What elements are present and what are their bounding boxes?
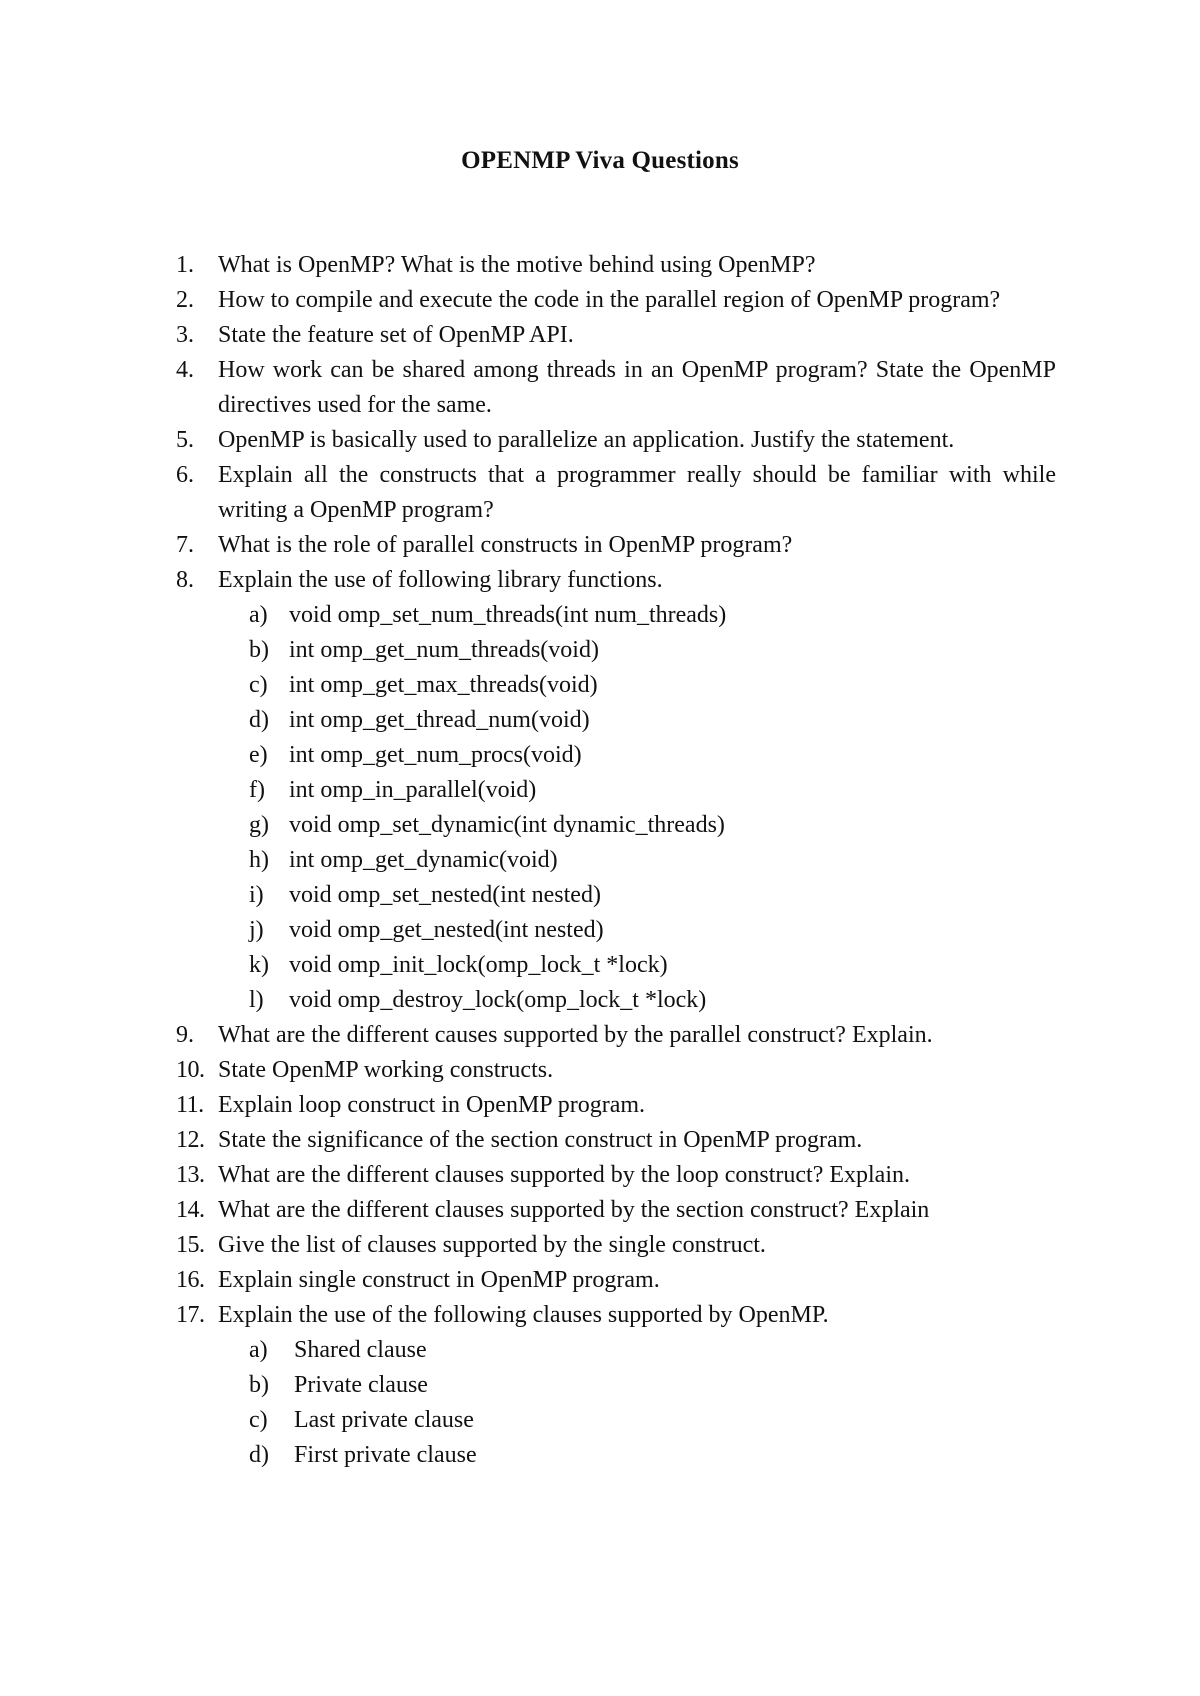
question-text: Explain single construct in OpenMP program. xyxy=(218,1267,660,1293)
item-letter: b) xyxy=(249,1372,269,1398)
question-text: What are the different clauses supported by the section construct? Explain xyxy=(218,1197,930,1223)
question-text: OpenMP is basically used to parallelize an application. Justify the statement. xyxy=(218,427,955,453)
page-title: OPENMP Viva Questions xyxy=(461,147,739,174)
question-number: 16. xyxy=(176,1267,205,1293)
question-number: 17. xyxy=(176,1302,205,1328)
function-signature: int omp_get_thread_num(void) xyxy=(289,707,590,733)
question-number: 3. xyxy=(176,322,194,348)
question-text: How work can be shared among threads in an OpenMP program? State the OpenMP directives used for the same. xyxy=(218,357,1056,418)
question-number: 6. xyxy=(176,462,194,488)
question-text: What are the different causes supported by the parallel construct? Explain. xyxy=(218,1022,933,1048)
question-11 xyxy=(176,1088,1056,1123)
clause-item-c xyxy=(176,1403,1056,1438)
question-number: 9. xyxy=(176,1022,194,1048)
function-item-d xyxy=(176,703,1056,738)
question-text: Give the list of clauses supported by the single construct. xyxy=(218,1232,766,1258)
question-number: 2. xyxy=(176,287,194,313)
item-letter: e) xyxy=(249,742,268,768)
function-signature: void omp_set_dynamic(int dynamic_threads) xyxy=(289,812,725,838)
item-letter: b) xyxy=(249,637,269,663)
item-letter: l) xyxy=(249,987,264,1013)
function-item-h xyxy=(176,843,1056,878)
question-2 xyxy=(176,283,1056,318)
question-3 xyxy=(176,318,1056,353)
item-letter: d) xyxy=(249,1442,269,1468)
function-signature: void omp_set_num_threads(int num_threads) xyxy=(289,602,727,628)
question-text: Explain the use of following library functions. xyxy=(218,567,663,593)
question-text: How to compile and execute the code in the parallel region of OpenMP program? xyxy=(218,287,1001,313)
item-letter: k) xyxy=(249,952,269,978)
clause-text: First private clause xyxy=(294,1442,477,1468)
question-13 xyxy=(176,1158,1056,1193)
question-9 xyxy=(176,1018,1056,1053)
question-4 xyxy=(176,353,1056,423)
function-item-a xyxy=(176,598,1056,633)
question-number: 14. xyxy=(176,1197,205,1223)
function-item-k xyxy=(176,948,1056,983)
question-text: State the feature set of OpenMP API. xyxy=(218,322,574,348)
question-7 xyxy=(176,528,1056,563)
function-signature: int omp_get_num_procs(void) xyxy=(289,742,582,768)
clause-text: Private clause xyxy=(294,1372,428,1398)
item-letter: a) xyxy=(249,1337,268,1363)
question-number: 12. xyxy=(176,1127,205,1153)
question-text: What is OpenMP? What is the motive behind using OpenMP? xyxy=(218,252,816,278)
function-item-e xyxy=(176,738,1056,773)
function-signature: int omp_get_dynamic(void) xyxy=(289,847,558,873)
question-text: Explain loop construct in OpenMP program. xyxy=(218,1092,646,1118)
function-signature: int omp_in_parallel(void) xyxy=(289,777,537,803)
item-letter: a) xyxy=(249,602,268,628)
function-signature: void omp_set_nested(int nested) xyxy=(289,882,601,908)
question-number: 15. xyxy=(176,1232,205,1258)
clause-item-b xyxy=(176,1368,1056,1403)
function-signature: int omp_get_max_threads(void) xyxy=(289,672,598,698)
question-list xyxy=(176,248,1056,1473)
function-item-j xyxy=(176,913,1056,948)
function-signature: void omp_destroy_lock(omp_lock_t *lock) xyxy=(289,987,707,1013)
question-text: Explain the use of the following clauses supported by OpenMP. xyxy=(218,1302,829,1328)
clause-text: Shared clause xyxy=(294,1337,427,1363)
question-number: 8. xyxy=(176,567,194,593)
function-signature: int omp_get_num_threads(void) xyxy=(289,637,599,663)
question-6 xyxy=(176,458,1056,528)
question-number: 11. xyxy=(176,1092,204,1118)
question-17 xyxy=(176,1298,1056,1333)
question-text: What is the role of parallel constructs in OpenMP program? xyxy=(218,532,793,558)
function-signature: void omp_init_lock(omp_lock_t *lock) xyxy=(289,952,668,978)
item-letter: i) xyxy=(249,882,264,908)
question-text: State OpenMP working constructs. xyxy=(218,1057,554,1083)
question-8 xyxy=(176,563,1056,598)
function-item-c xyxy=(176,668,1056,703)
question-number: 7. xyxy=(176,532,194,558)
question-number: 4. xyxy=(176,357,194,383)
function-item-l xyxy=(176,983,1056,1018)
question-14 xyxy=(176,1193,1056,1228)
item-letter: f) xyxy=(249,777,265,803)
question-12 xyxy=(176,1123,1056,1158)
question-number: 13. xyxy=(176,1162,205,1188)
question-10 xyxy=(176,1053,1056,1088)
question-text: State the significance of the section construct in OpenMP program. xyxy=(218,1127,863,1153)
question-number: 5. xyxy=(176,427,194,453)
clause-item-d xyxy=(176,1438,1056,1473)
item-letter: g) xyxy=(249,812,269,838)
function-item-f xyxy=(176,773,1056,808)
function-item-g xyxy=(176,808,1056,843)
function-item-i xyxy=(176,878,1056,913)
question-text: Explain all the constructs that a programmer really should be familiar with while writing a OpenMP program? xyxy=(218,462,1056,523)
function-signature: void omp_get_nested(int nested) xyxy=(289,917,604,943)
item-letter: c) xyxy=(249,672,268,698)
question-15 xyxy=(176,1228,1056,1263)
clause-item-a xyxy=(176,1333,1056,1368)
question-1 xyxy=(176,248,1056,283)
clause-text: Last private clause xyxy=(294,1407,474,1433)
question-5 xyxy=(176,423,1056,458)
question-text: What are the different clauses supported by the loop construct? Explain. xyxy=(218,1162,910,1188)
item-letter: c) xyxy=(249,1407,268,1433)
item-letter: h) xyxy=(249,847,269,873)
question-number: 1. xyxy=(176,252,194,278)
function-item-b xyxy=(176,633,1056,668)
question-number: 10. xyxy=(176,1057,205,1083)
item-letter: d) xyxy=(249,707,269,733)
item-letter: j) xyxy=(249,917,264,943)
question-16 xyxy=(176,1263,1056,1298)
